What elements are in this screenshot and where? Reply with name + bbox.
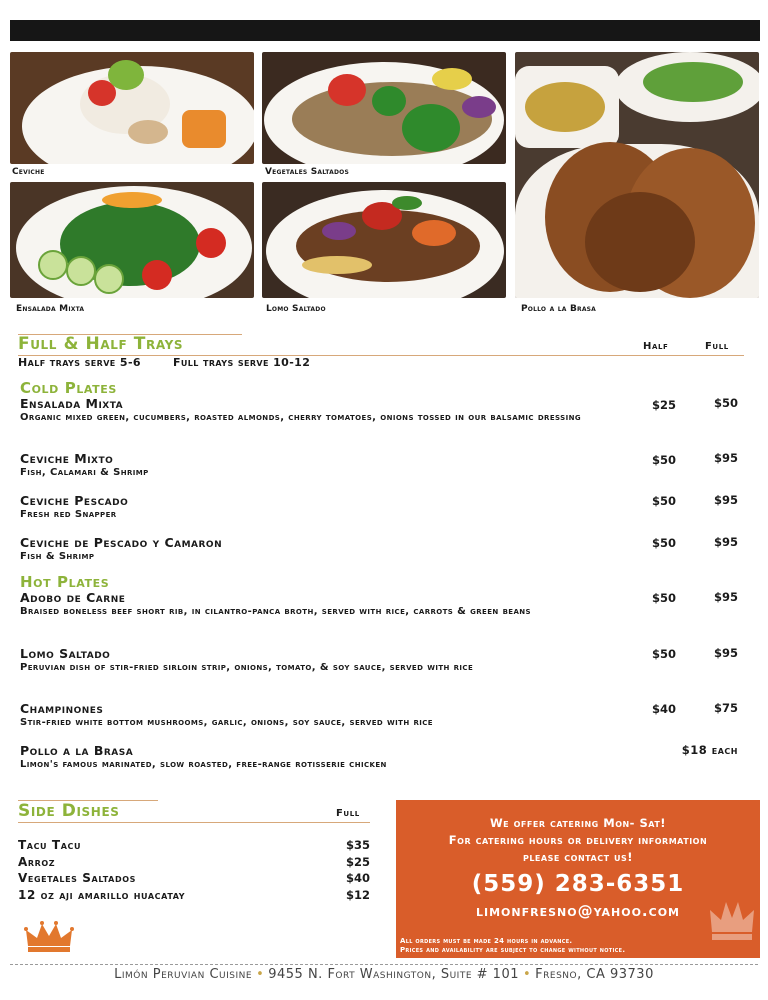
sides-full-column-header: Full: [336, 808, 360, 819]
photo-lomo-saltado: [262, 182, 506, 298]
menu-item: [20, 701, 740, 730]
menu-item: [20, 451, 740, 480]
side-dish-row: [18, 838, 370, 854]
photo-ensalada-mixta: [10, 182, 254, 298]
item-name: Pollo a la Brasa: [20, 743, 134, 758]
item-description: Organic mixed green, cucumbers, roasted almonds, cherry tomatoes, onions tossed in our balsamic dressing: [20, 412, 582, 423]
half-price: $50: [651, 536, 676, 550]
menu-item: [20, 743, 740, 772]
side-dish-price: $12: [345, 888, 370, 902]
photo-vegetales-saltados: [262, 52, 506, 164]
side-dish-row: [18, 888, 370, 904]
side-dish-price: $35: [345, 838, 370, 852]
item-description: Fresh red Snapper: [20, 509, 117, 520]
item-name: Champinones: [20, 701, 104, 716]
full-price: $95: [713, 646, 738, 660]
catering-line-2: For catering hours or delivery information: [448, 833, 708, 847]
side-dish-name: Tacu Tacu: [18, 838, 82, 852]
menu-item: [20, 493, 740, 522]
photo-pollo-a-la-brasa: [515, 52, 759, 298]
side-dish-row: [18, 855, 370, 871]
half-column-header: Half: [643, 341, 669, 352]
menu-item: [20, 590, 740, 619]
restaurant-address: 9455 N. Fort Washington, Suite # 101: [268, 967, 519, 982]
half-tray-note: Half trays serve 5-6: [18, 356, 141, 369]
caption-ceviche: Ceviche: [12, 167, 45, 177]
full-price: $95: [713, 590, 738, 604]
restaurant-name: Limón Peruvian Cuisine: [114, 967, 253, 982]
full-price: $95: [713, 493, 738, 507]
side-dishes-title: Side Dishes: [18, 801, 120, 821]
half-price: $25: [651, 398, 676, 412]
trays-title: Full & Half Trays: [18, 334, 184, 354]
item-name: Adobo de Carne: [20, 590, 126, 605]
side-dish-name: Arroz: [18, 855, 56, 869]
full-price: $95: [713, 535, 738, 549]
full-price: $75: [713, 701, 738, 715]
catering-box: [396, 800, 760, 958]
full-price: $95: [713, 451, 738, 465]
catering-phone[interactable]: (559) 283-6351: [471, 871, 685, 897]
catering-fine-print-2: Prices and availability are subject to change without notice.: [400, 946, 626, 954]
catering-email[interactable]: limonfresno@yahoo.com: [476, 902, 680, 920]
catering-line-1: We offer catering Mon- Sat!: [489, 816, 667, 830]
crown-icon: [24, 920, 74, 954]
item-description: Stir-fried white bottom mushrooms, garlic, onions, soy sauce, served with rice: [20, 717, 433, 728]
half-price: $50: [651, 494, 676, 508]
each-price: $18 each: [681, 743, 738, 757]
menu-item: [20, 535, 740, 564]
side-dish-price: $25: [345, 855, 370, 869]
half-price: $50: [651, 647, 676, 661]
hot-plates-heading: Hot Plates: [20, 573, 110, 591]
side-dish-name: 12 oz aji amarillo huacatay: [18, 888, 186, 902]
item-description: Limon's famous marinated, slow roasted, free-range rotisserie chicken: [20, 759, 387, 770]
item-name: Lomo Saltado: [20, 646, 111, 661]
catering-line-3: please contact us!: [522, 850, 634, 864]
half-price: $40: [651, 702, 676, 716]
caption-lomo-saltado: Lomo Saltado: [266, 304, 326, 314]
cold-plates-heading: Cold Plates: [20, 379, 117, 397]
caption-pollo-a-la-brasa: Pollo a la Brasa: [521, 304, 597, 314]
full-price: $50: [713, 396, 738, 410]
half-price: $50: [651, 453, 676, 467]
full-tray-note: Full trays serve 10-12: [172, 356, 311, 369]
full-column-header: Full: [705, 341, 729, 352]
menu-item: [20, 646, 740, 675]
crown-watermark-icon: [708, 896, 756, 942]
footer-divider: [10, 964, 758, 965]
footer: Limón Peruvian Cuisine • 9455 N. Fort Washington, Suite # 101 • Fresno, CA 93730: [114, 967, 654, 982]
item-name: Ceviche de Pescado y Camaron: [20, 535, 223, 550]
restaurant-city: Fresno, CA 93730: [535, 967, 654, 982]
item-description: Peruvian dish of stir-fried sirloin strip, onions, tomato, & soy sauce, served with rice: [20, 662, 474, 673]
side-dish-price: $40: [345, 871, 370, 885]
half-price: $50: [651, 591, 676, 605]
item-name: Ceviche Mixto: [20, 451, 114, 466]
item-description: Fish, Calamari & Shrimp: [20, 467, 149, 478]
menu-item: [20, 396, 740, 425]
photo-ceviche: [10, 52, 254, 164]
side-dish-row: [18, 871, 370, 887]
sides-bottom-rule: [18, 822, 370, 823]
item-name: Ensalada Mixta: [20, 396, 124, 411]
catering-fine-print-1: All orders must be made 24 hours in advance.: [400, 937, 573, 945]
item-description: Fish & Shrimp: [20, 551, 95, 562]
tray-serving-note: [18, 356, 310, 369]
item-description: Braised boneless beef short rib, in cilantro-panca broth, served with rice, carrots & green beans: [20, 606, 531, 617]
caption-vegetales-saltados: Vegetales Saltados: [265, 167, 349, 177]
caption-ensalada-mixta: Ensalada Mixta: [16, 304, 85, 314]
item-name: Ceviche Pescado: [20, 493, 129, 508]
side-dish-name: Vegetales Saltados: [18, 871, 136, 885]
top-bar: [10, 20, 760, 41]
